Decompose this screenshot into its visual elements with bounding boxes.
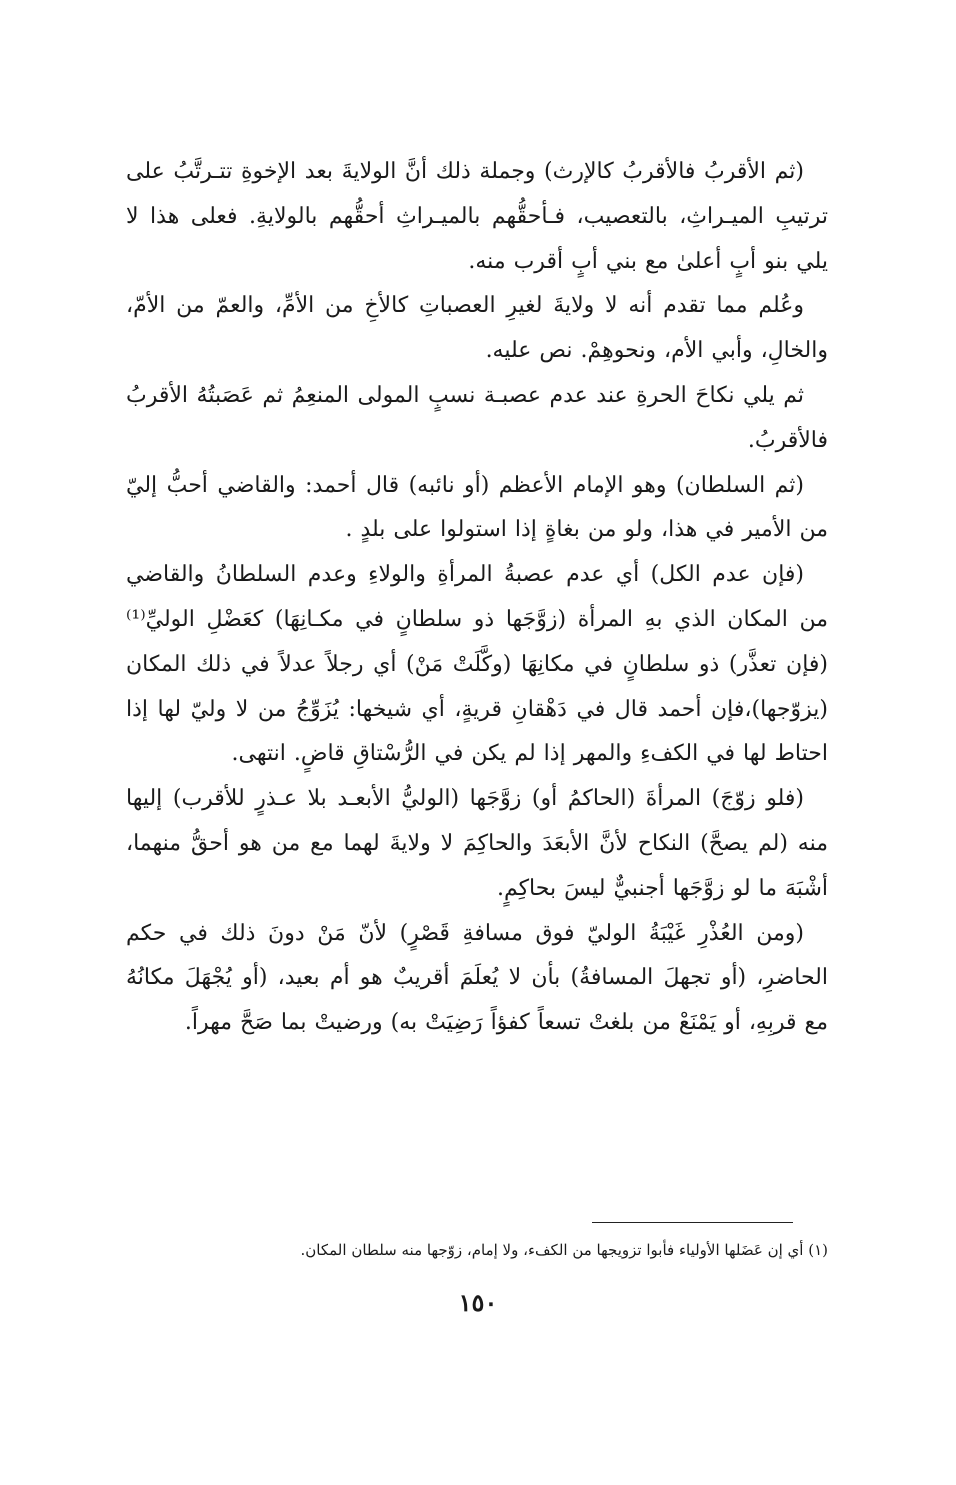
main-text: [126, 150, 828, 1046]
page-number: ١٥٠: [458, 1288, 498, 1317]
paragraph-2: وعُلم مما تقدم أنه لا ولايةَ لغيرِ العصباتِ كالأخِ من الأمِّ، والعمّ من الأمّ، والخالِ، وأبي الأم، ونحوهِمْ. نص عليه.: [126, 293, 828, 364]
paragraph-7: (ومن العُذْرِ غَيْبَةُ الوليّ فوق مسافةِ قَصْرٍ) لأنّ مَنْ دونَ ذلك في حكم الحاضرِ، (أو تجهلَ المسافةُ) بأن لا يُعلَمَ أقريبٌ هو أم بعيد، (أو يُجْهَلَ مكانُهُ مع قربِهِ، أو يَمْنَعْ من بلغتْ تسعاً كفؤاً رَضِيَتْ به) ورضيتْ بما صَحَّ مهراً.: [126, 920, 828, 1036]
paragraph-1: (ثم الأقربُ فالأقربُ كالإرث) وجملة ذلك أنَّ الولايةَ بعد الإخوةِ تتـرتَّبُ على ترتيبِ الميـراثِ، بالتعصيب، فـأحقُّهم بالميـراثِ أحقُّهم بالولايةِ. فعلى هذا لا يلي بنو أبٍ أعلىٰ مع بني أبٍ أقرب منه.: [126, 159, 828, 274]
paragraph-3: ثم يلي نكاحَ الحرةِ عند عدم عصبـة نسبٍ المولى المنعِمُ ثم عَصَبتُهُ الأقربُ فالأقربُ.: [126, 382, 828, 453]
footnote-divider: [592, 1222, 793, 1223]
footnote: (١) أي إن عَضَلها الأولياء فأبوا تزويجها من الكفء، ولا إمام، زوّجها منه سلطان المكان.: [300, 1241, 828, 1259]
paragraph-6: (فلو زوّجَ) المرأةَ (الحاكمُ أو) زوَّجَها (الوليُّ الأبعـد بلا عـذرٍ للأقرب) إليها منه (لم يصحَّ) النكاح لأنَّ الأبعَدَ والحاكِمَ لا ولايةَ لهما مع من هو أحقُّ منهما، أشْبَهَ ما لو زوَّجَها أجنبيٌّ ليسَ بحاكِمٍ.: [126, 786, 828, 901]
paragraph-4: (ثم السلطان) وهو الإمام الأعظم (أو نائبه) قال أحمد: والقاضي أحبُّ إليّ من الأمير في هذا، ولو من بغاةٍ إذا استولوا على بلدٍ .: [126, 472, 828, 543]
paragraph-5: (فإن عدم الكل) أي عدم عصبةُ المرأةِ والولاءِ وعدم السلطانُ والقاضي من المكان الذي بهِ المرأة (زوَّجَها ذو سلطانٍ في مكـانِهَا) كعَضْلِ الوليِّ⁽¹⁾ (فإن تعذَّر) ذو سلطانٍ في مكانِهَا (وكَّلَتْ مَنْ) أي رجلاً عدلاً في ذلك المكان (يزوّجها)،فإن أحمد قال في دَهْقانِ قريةٍ، أي شيخها: يُزَوِّجُ من لا وليّ لها إذا احتاط لها في الكفءِ والمهر إذا لم يكن في الرُّسْتاقِ قاضٍ. انتهى.: [126, 562, 828, 767]
